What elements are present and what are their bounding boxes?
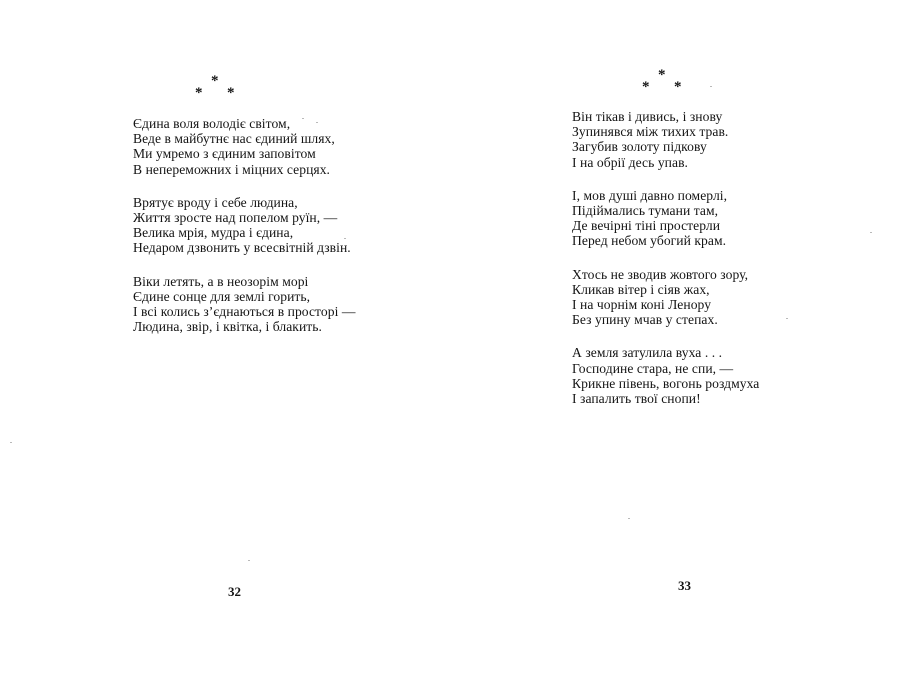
poem-line: Де вечірні тіні простерли — [572, 218, 721, 234]
poem-line: І всі колись з’єднаються в просторі — — [133, 304, 356, 320]
poem-line: Хтось не зводив жовтого зору, — [572, 266, 749, 282]
stanza — [133, 274, 355, 335]
asterism-ornament — [642, 67, 682, 95]
paper-speck — [302, 118, 304, 119]
poem-line: Загубив золоту підкову — [572, 139, 707, 155]
poem-line: І на чорнім коні Ленору — [572, 297, 712, 313]
poem-line: Недаром дзвонить у всесвітній дзвін. — [133, 240, 351, 256]
stanza — [572, 345, 759, 406]
poem-line: І на обрії десь упав. — [572, 154, 688, 170]
poem-line: Ми умремо з єдиним заповітом — [133, 146, 316, 162]
page-number: 32 — [228, 584, 241, 599]
poem-line: Врятує вроду і себе людина, — [133, 194, 298, 210]
paper-speck — [628, 518, 630, 519]
paper-speck — [710, 86, 712, 87]
asterisk: * — [658, 67, 666, 83]
paper-speck — [870, 232, 872, 233]
poem-line: Веде в майбутнє нас єдиний шлях, — [133, 131, 335, 147]
poem-line: Підіймались тумани там, — [572, 203, 719, 219]
asterisk: * — [674, 79, 682, 95]
poem-line: Людина, звір, і квітка, і блакить. — [133, 319, 322, 335]
poem-line: Віки летять, а в неозорім морі — [133, 273, 309, 289]
poem-line: Перед небом убогий крам. — [572, 233, 727, 249]
poem-line: Господине стара, не спи, — — [572, 360, 734, 376]
paper-speck — [344, 238, 346, 239]
stanza — [133, 116, 355, 177]
paper-speck — [316, 122, 318, 123]
poem-line: Єдина воля володіє світом, — [133, 116, 291, 131]
poem-text — [133, 116, 355, 352]
asterism-ornament — [195, 73, 235, 101]
poem-line: Крикне півень, вогонь роздмуха — [572, 375, 760, 391]
poem-line: Кликав вітер і сіяв жах, — [572, 281, 710, 297]
right-page — [450, 0, 900, 683]
page-number: 33 — [678, 578, 691, 593]
stanza — [572, 267, 759, 328]
paper-speck — [10, 442, 12, 443]
paper-speck — [786, 318, 788, 319]
poem-line: В непереможних і міцних серцях. — [133, 161, 330, 177]
poem-line: Велика мрія, мудра і єдина, — [133, 225, 294, 241]
stanza — [572, 109, 759, 170]
poem-line: І запалить твої снопи! — [572, 391, 701, 407]
poem-line: А земля затулила вуха . . . — [572, 345, 723, 361]
poem-text — [572, 109, 759, 424]
poem-line: Він тікав і дивись, і знову — [572, 109, 723, 124]
poem-line: Єдине сонце для землі горить, — [133, 288, 311, 304]
stanza — [572, 188, 759, 249]
asterisk: * — [211, 73, 219, 89]
poem-line: Зупинявся між тихих трав. — [572, 124, 729, 140]
asterisk: * — [642, 79, 650, 95]
asterisk: * — [195, 85, 203, 101]
poem-line: І, мов душі давно померлі, — [572, 187, 728, 203]
poem-line: Без упину мчав у степах. — [572, 312, 718, 328]
paper-speck — [248, 560, 250, 561]
stanza — [133, 195, 355, 256]
asterisk: * — [227, 85, 235, 101]
poem-line: Життя зросте над попелом руїн, — — [133, 210, 338, 226]
